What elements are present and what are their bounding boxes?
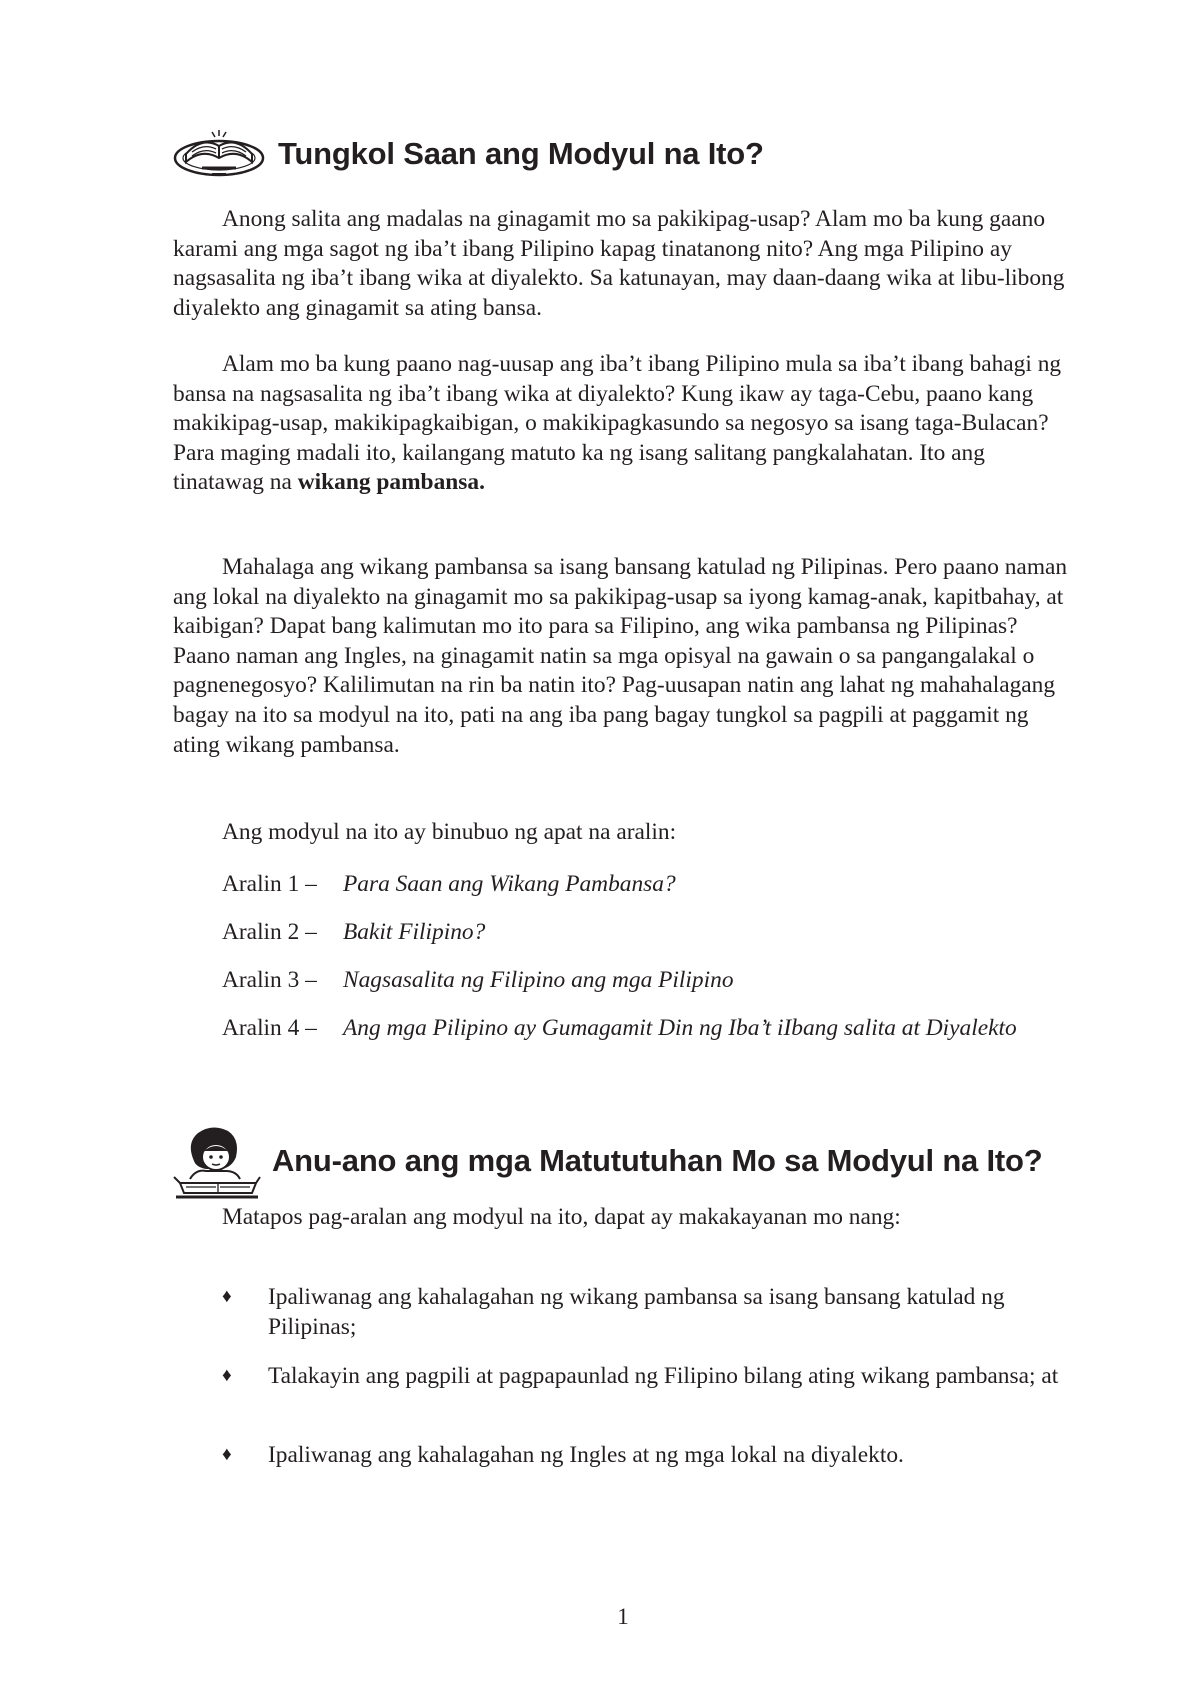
- diamond-bullet-icon: ♦: [222, 1286, 232, 1307]
- wikang-pambansa-term: wikang pambansa.: [297, 469, 485, 496]
- lessons-intro: [222, 818, 1117, 848]
- objective-text: Ipaliwanag ang kahalagahan ng wikang pambansa sa isang bansang katulad ng Pilipinas;: [268, 1284, 1005, 1340]
- objective-text: Talakayin ang pagpili at pagpapaunlad ng Filipino bilang ating wikang pambansa; at: [268, 1363, 1059, 1389]
- objective-text: Ipaliwanag ang kahalagahan ng Ingles at ng mga lokal na diyalekto.: [268, 1442, 904, 1468]
- paragraph-2: [173, 350, 1068, 498]
- lesson-label: Aralin 1 –: [222, 871, 317, 897]
- lesson-title: Para Saan ang Wikang Pambansa?: [343, 871, 676, 897]
- lesson-title: Ang mga Pilipino ay Gumagamit Din ng Iba’t iIbang salita at Diyalekto: [343, 1015, 1017, 1041]
- page-number: 1: [617, 1604, 629, 1629]
- open-book-icon: [172, 128, 266, 180]
- section-heading-text: Anu-ano ang mga Matututuhan Mo sa Modyul na Ito?: [272, 1143, 1043, 1178]
- student-reading-icon: [172, 1123, 262, 1199]
- lesson-title: Bakit Filipino?: [343, 919, 486, 945]
- paragraph-text: Mahalaga ang wikang pambansa sa isang bansang katulad ng Pilipinas. Pero paano naman ang lokal na diyalekto na ginagamit mo sa pakikipag-usap sa iyong kamag-anak, kapitbahay, at kaibigan? Dapat bang kalimutan mo ito para sa Filipino, ang wika pambansa ng Pilipinas? Paano naman ang Ingles, na ginagamit natin sa mga opisyal na gawain o sa pangangalakal o pagnenegosyo? Kalilimutan na rin ba natin ito? Pag-uusapan natin ang lahat ng mahahalagang bagay na ito sa modyul na ito, pati na ang iba pang bagay tungkol sa pagpili at paggamit ng ating wikang pambansa.: [173, 554, 1068, 758]
- objectives-intro-text: Matapos pag-aralan ang modyul na ito, dapat ay makakayanan mo nang:: [222, 1204, 901, 1230]
- paragraph-1: [173, 205, 1068, 323]
- paragraph-text: Alam mo ba kung paano nag-uusap ang iba’t ibang Pilipino mula sa iba’t ibang bahagi ng bansa na nagsasalita ng iba’t ibang wika at diyalekto? Kung ikaw ay taga-Cebu, paano kang makikipag-usap, makikipagkaibigan, o makikipagkasundo sa negosyo sa isang taga-Bulacan? Para maging madali ito, kailangang matuto ka ng isang salitang pangkalahatan. Ito ang tinatawag na: [173, 351, 1062, 496]
- lesson-label: Aralin 4 –: [222, 1015, 317, 1041]
- diamond-bullet-icon: ♦: [222, 1365, 232, 1386]
- section-heading-objectives: [172, 1123, 1043, 1199]
- lesson-title: Nagsasalita ng Filipino ang mga Pilipino: [343, 967, 734, 993]
- objectives-intro: [222, 1203, 1117, 1233]
- section-heading-about: [172, 128, 764, 180]
- lessons-intro-text: Ang modyul na ito ay binubuo ng apat na aralin:: [222, 819, 677, 845]
- lesson-label: Aralin 3 –: [222, 967, 317, 993]
- lesson-label: Aralin 2 –: [222, 919, 317, 945]
- paragraph-text: Anong salita ang madalas na ginagamit mo sa pakikipag-usap? Alam mo ba kung gaano karami ang mga sagot ng iba’t ibang Pilipino kapag tinatanong nito? Ang mga Pilipino ay nagsasalita ng iba’t ibang wika at diyalekto. Sa katunayan, may daan-daang wika at libu-libong diyalekto ang ginagamit sa ating bansa.: [173, 206, 1065, 321]
- paragraph-3: [173, 553, 1068, 760]
- diamond-bullet-icon: ♦: [222, 1444, 232, 1465]
- section-heading-text: Tungkol Saan ang Modyul na Ito?: [278, 136, 764, 171]
